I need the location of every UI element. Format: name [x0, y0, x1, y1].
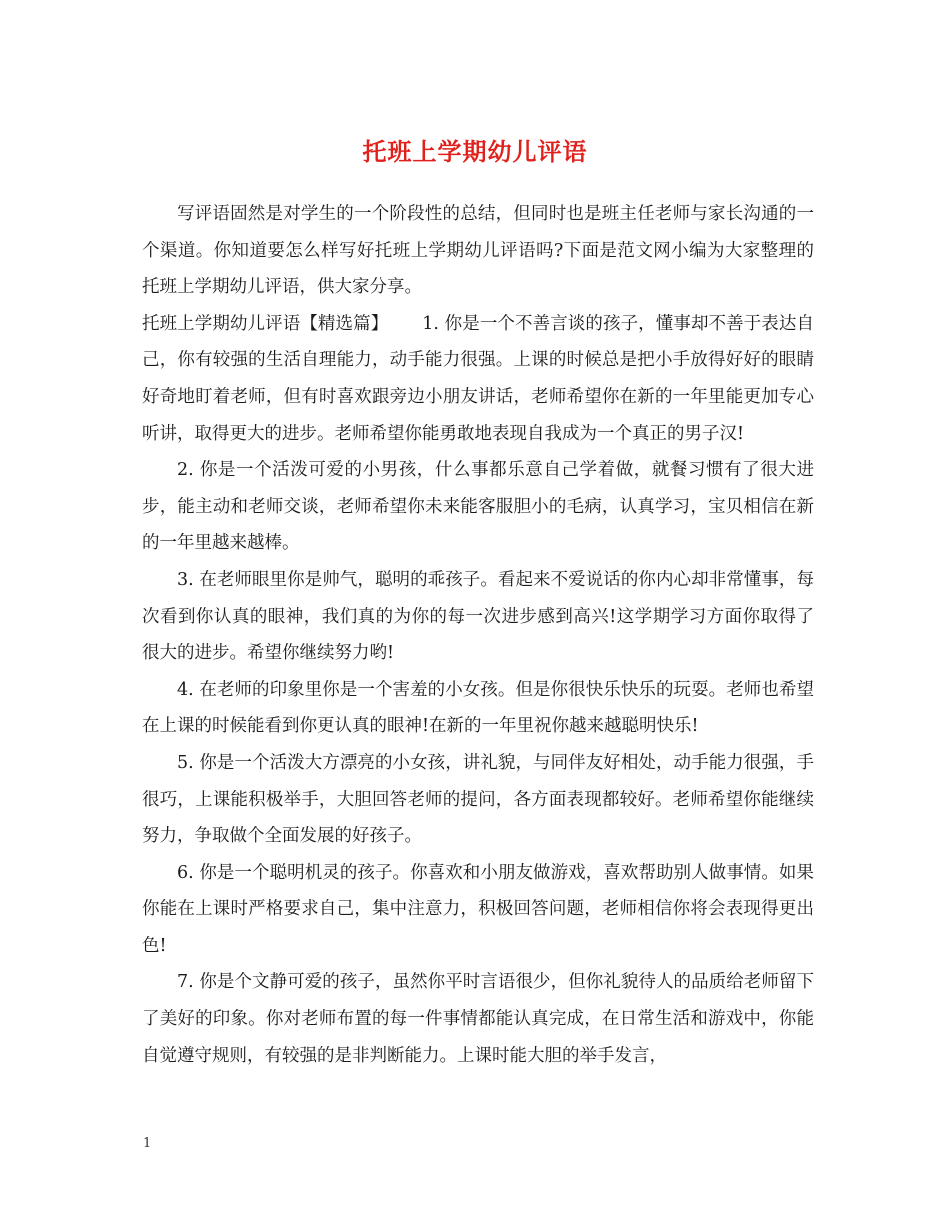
comment-item-2: 2. 你是一个活泼可爱的小男孩，什么事都乐意自己学着做，就餐习惯有了很大进步，能主动和老师交谈，老师希望你未来能客服胆小的毛病，认真学习，宝贝相信在新的一年里越来越棒。 — [142, 460, 814, 554]
intro-paragraph: 写评语固然是对学生的一个阶段性的总结，但同时也是班主任老师与家长沟通的一个渠道。你知道要怎么样写好托班上学期幼儿评语吗?下面是范文网小编为大家整理的托班上学期幼儿评语，供大家分享。 — [142, 204, 814, 298]
comment-item-5: 5. 你是一个活泼大方漂亮的小女孩，讲礼貌，与同伴友好相处，动手能力很强，手很巧，上课能积极举手，大胆回答老师的提问，各方面表现都较好。老师希望你能继续努力，争取做个全面发展的好孩子。 — [142, 752, 814, 847]
page-number: 1 — [143, 1136, 152, 1151]
section-heading: 托班上学期幼儿评语【精选篇】 — [142, 313, 389, 334]
comment-item-4: 4. 在老师的印象里你是一个害羞的小女孩。但是你很快乐快乐的玩耍。老师也希望在上课的时候能看到你更认真的眼神!在新的一年里祝你越来越聪明快乐! — [142, 679, 814, 737]
section-paragraph — [142, 306, 814, 452]
comment-item-3: 3. 在老师眼里你是帅气，聪明的乖孩子。看起来不爱说话的你内心却非常懂事，每次看到你认真的眼神，我们真的为你的每一次进步感到高兴!这学期学习方面你取得了很大的进步。希望你继续努力哟! — [142, 569, 814, 664]
comment-item-6: 6. 你是一个聪明机灵的孩子。你喜欢和小朋友做游戏，喜欢帮助别人做事情。如果你能在上课时严格要求自己，集中注意力，积极回答问题，老师相信你将会表现得更出色! — [142, 862, 814, 956]
comment-item-1: 1. 你是一个不善言谈的孩子，懂事却不善于表达自己，你有较强的生活自理能力，动手能力很强。上课的时候总是把小手放得好好的眼睛好奇地盯着老师，但有时喜欢跟旁边小朋友讲话，老师希望你在新的一年里能更加专心听讲，取得更大的进步。老师希望你能勇敢地表现自我成为一个真正的男子汉! — [142, 313, 814, 444]
comment-item-7: 7. 你是个文静可爱的孩子，虽然你平时言语很少，但你礼貌待人的品质给老师留下了美好的印象。你对老师布置的每一件事情都能认真完成，在日常生活和游戏中，你能自觉遵守规则，有较强的是非判断能力。上课时能大胆的举手发言， — [142, 972, 814, 1066]
page-title: 托班上学期幼儿评语 — [362, 137, 588, 166]
document-body — [142, 196, 814, 1074]
